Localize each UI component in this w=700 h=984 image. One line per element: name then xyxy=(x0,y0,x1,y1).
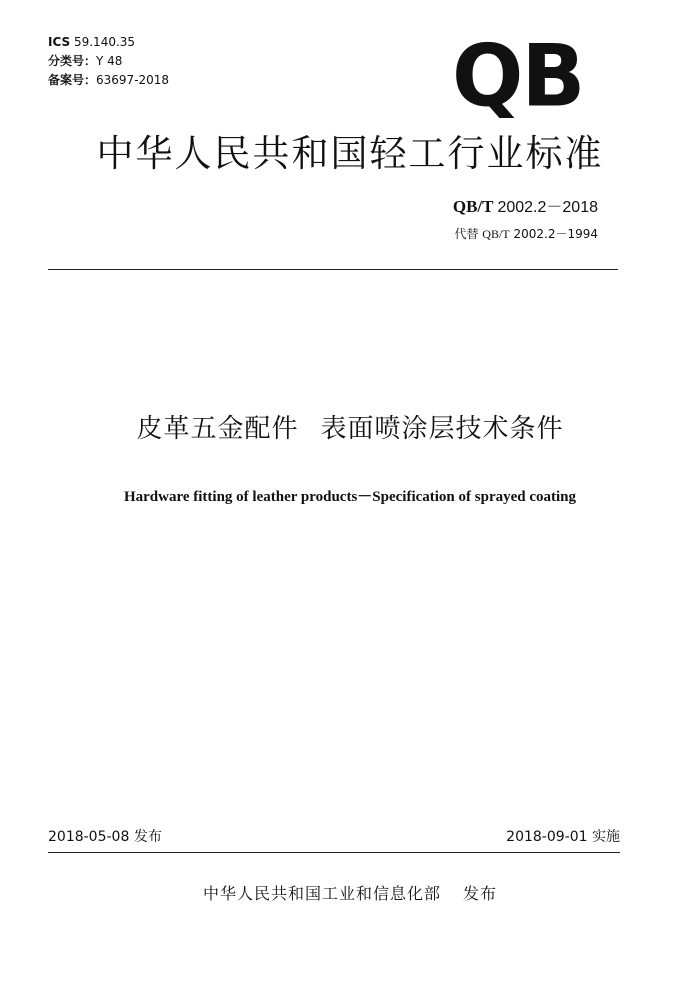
top-divider xyxy=(48,269,618,270)
classification-value: Y 48 xyxy=(96,54,123,68)
classification-number xyxy=(48,53,122,69)
issue-date-label: 发布 xyxy=(133,829,162,845)
record-label: 备案号： xyxy=(48,73,97,87)
page-title: 中华人民共和国轻工行业标准 xyxy=(96,132,604,175)
classification-label: 分类号： xyxy=(48,54,97,68)
replaces-prefix: QB/T xyxy=(482,227,510,241)
record-number xyxy=(48,72,169,88)
publisher xyxy=(0,882,700,906)
implementation-date-label: 实施 xyxy=(592,829,620,845)
title-cn-part2: 表面喷涂层技术条件 xyxy=(320,414,564,444)
replaces-standard xyxy=(454,226,598,242)
ics-value: 59.140.35 xyxy=(73,35,136,49)
replaces-number: 2002.2－1994 xyxy=(513,227,598,241)
bottom-divider xyxy=(48,852,620,853)
implementation-date-value: 2018-09-01 xyxy=(506,829,588,845)
issue-date xyxy=(48,827,162,847)
ics-code xyxy=(48,34,135,50)
implementation-date xyxy=(506,827,620,847)
ics-label: ICS xyxy=(48,35,71,49)
document-title-en: Hardware fitting of leather products－Specification of sprayed coating xyxy=(123,489,577,505)
title-cn-part1: 皮革五金配件 xyxy=(136,414,299,444)
issue-date-value: 2018-05-08 xyxy=(48,829,130,845)
standard-prefix: QB/T xyxy=(452,197,494,216)
publisher-name: 中华人民共和国工业和信息化部 xyxy=(202,884,441,903)
standard-number-value: 2002.2－2018 xyxy=(497,199,598,216)
record-value: 63697-2018 xyxy=(96,73,170,87)
qb-logo: QB xyxy=(452,26,584,126)
document-title-cn xyxy=(0,412,700,446)
standard-number xyxy=(453,196,598,219)
replaces-label: 代替 xyxy=(454,227,479,241)
publisher-action: 发布 xyxy=(463,884,498,903)
